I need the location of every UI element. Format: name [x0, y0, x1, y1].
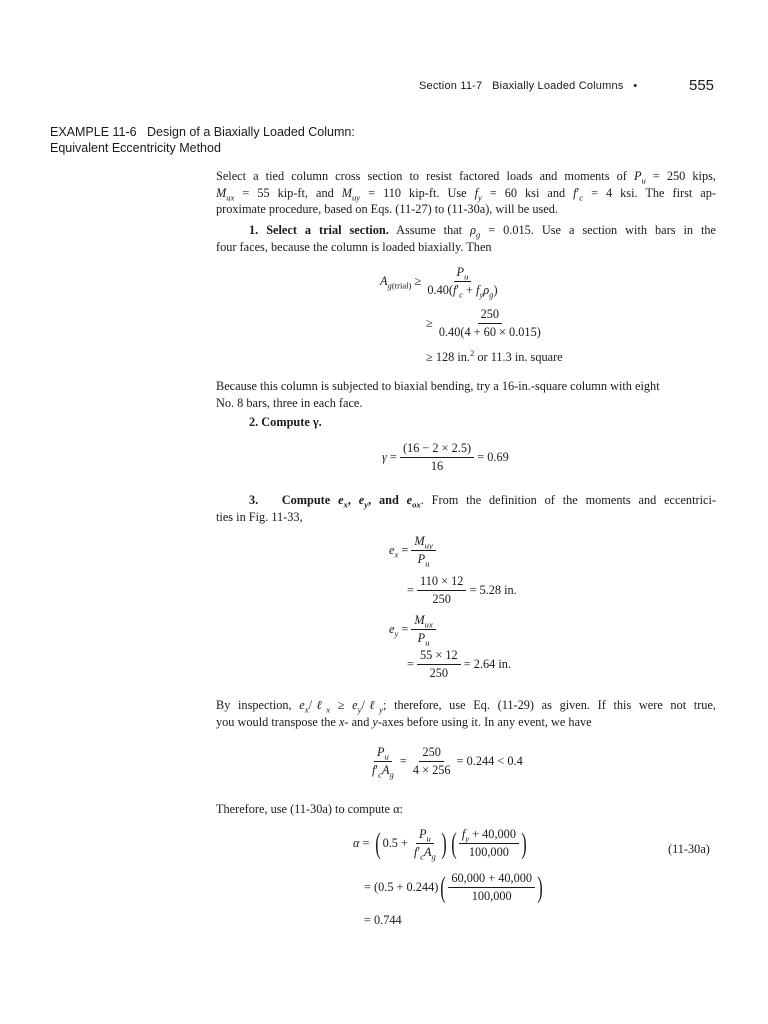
equation-alpha-numeric: = (0.5 + 0.244) ( $\frac{60,000 + 40,000}{100,000}$ )	[364, 870, 543, 904]
equation-ag-trial: $A_{g(trial)}$ ≥ $\frac{P_u}{0.40(f'_c + f_y\rho_g)}$	[380, 265, 498, 300]
example-heading	[50, 124, 355, 156]
step3-paragraph: 3. Compute $e_x$, $e_y$, and $e_{ox}$. From the definition of the moments and eccentrici- ties in Fig. 11-33,	[216, 493, 716, 524]
inspection-paragraph: By inspection, $e_x/\ell_x$ ≥ $e_y/\ell_y$; therefore, use Eq. (11-29) as given. If this were not true, you would transpose the x- and y-axes before using it. In any event, we have	[216, 698, 716, 729]
header-section: Section 11-7	[419, 80, 483, 92]
step1-heading: 1. Select a trial section.	[249, 223, 389, 237]
equation-alpha-result: = 0.744	[364, 913, 402, 927]
equation-ex-numeric: = $\frac{110 \times 12}{250}$ = 5.28 in.	[407, 574, 517, 606]
page-number: 555	[689, 77, 715, 94]
equation-alpha: α = ( 0.5 + $\frac{P_u}{f'_cA_g}$ ) ( $\frac{f_y + 40,000}{100,000}$ )	[353, 826, 527, 862]
example-title-line2: Equivalent Eccentricity Method	[50, 141, 221, 155]
equation-axial-ratio: $\frac{P_u}{f'_cA_g}$ = $\frac{250}{4 \times 256}$ = 0.244 < 0.4	[372, 745, 523, 780]
equation-ey-numeric: = $\frac{55 \times 12}{250}$ = 2.64 in.	[407, 648, 512, 680]
equation-ag-result: ≥ 128 in.$^2$ or 11.3 in. square	[426, 347, 563, 364]
equation-ag-numeric: ≥ $\frac{250}{0.40(4 + 60 \times 0.015)}$	[426, 307, 541, 339]
equation-gamma: γ = $\frac{(16 - 2 \times 2.5)}{16}$ = 0.69	[382, 441, 509, 473]
trial-column-paragraph: Because this column is subjected to biaxial bending, try a 16-in.-square column with eight No. 8 bars, three in each face.	[216, 379, 660, 410]
header-bullet: •	[633, 80, 638, 92]
running-header	[419, 80, 637, 92]
therefore-line: Therefore, use (11-30a) to compute α:	[216, 802, 403, 816]
example-title-line1: EXAMPLE 11-6 Design of a Biaxially Loaded Column:	[50, 125, 355, 139]
step1-paragraph: 1. Select a trial section. Assume that $\rho_g = 0.015$. Use a section with bars in the four faces, because the column is loaded biaxially. Then	[216, 223, 717, 254]
step2-heading: 2. Compute γ.	[249, 415, 322, 429]
header-title: Biaxially Loaded Columns	[492, 80, 624, 92]
equation-ex: $e_x$ = $\frac{M_{uy}}{P_u}$	[389, 534, 436, 567]
intro-paragraph: Select a tied column cross section to resist factored loads and moments of $P_u = 250$ kips, $M_{ux} = 55$ kip-ft, and $M_{uy} = 110$ kip-ft. Use $f_y = 60$ ksi and $f'_c = 4$ ksi. The first ap- proximate procedure, based on Eqs. (11-27) to (11-30a), will be used.	[216, 169, 716, 216]
equation-number: (11-30a)	[668, 842, 710, 856]
equation-ey: $e_y$ = $\frac{M_{ux}}{P_u}$	[389, 613, 436, 646]
